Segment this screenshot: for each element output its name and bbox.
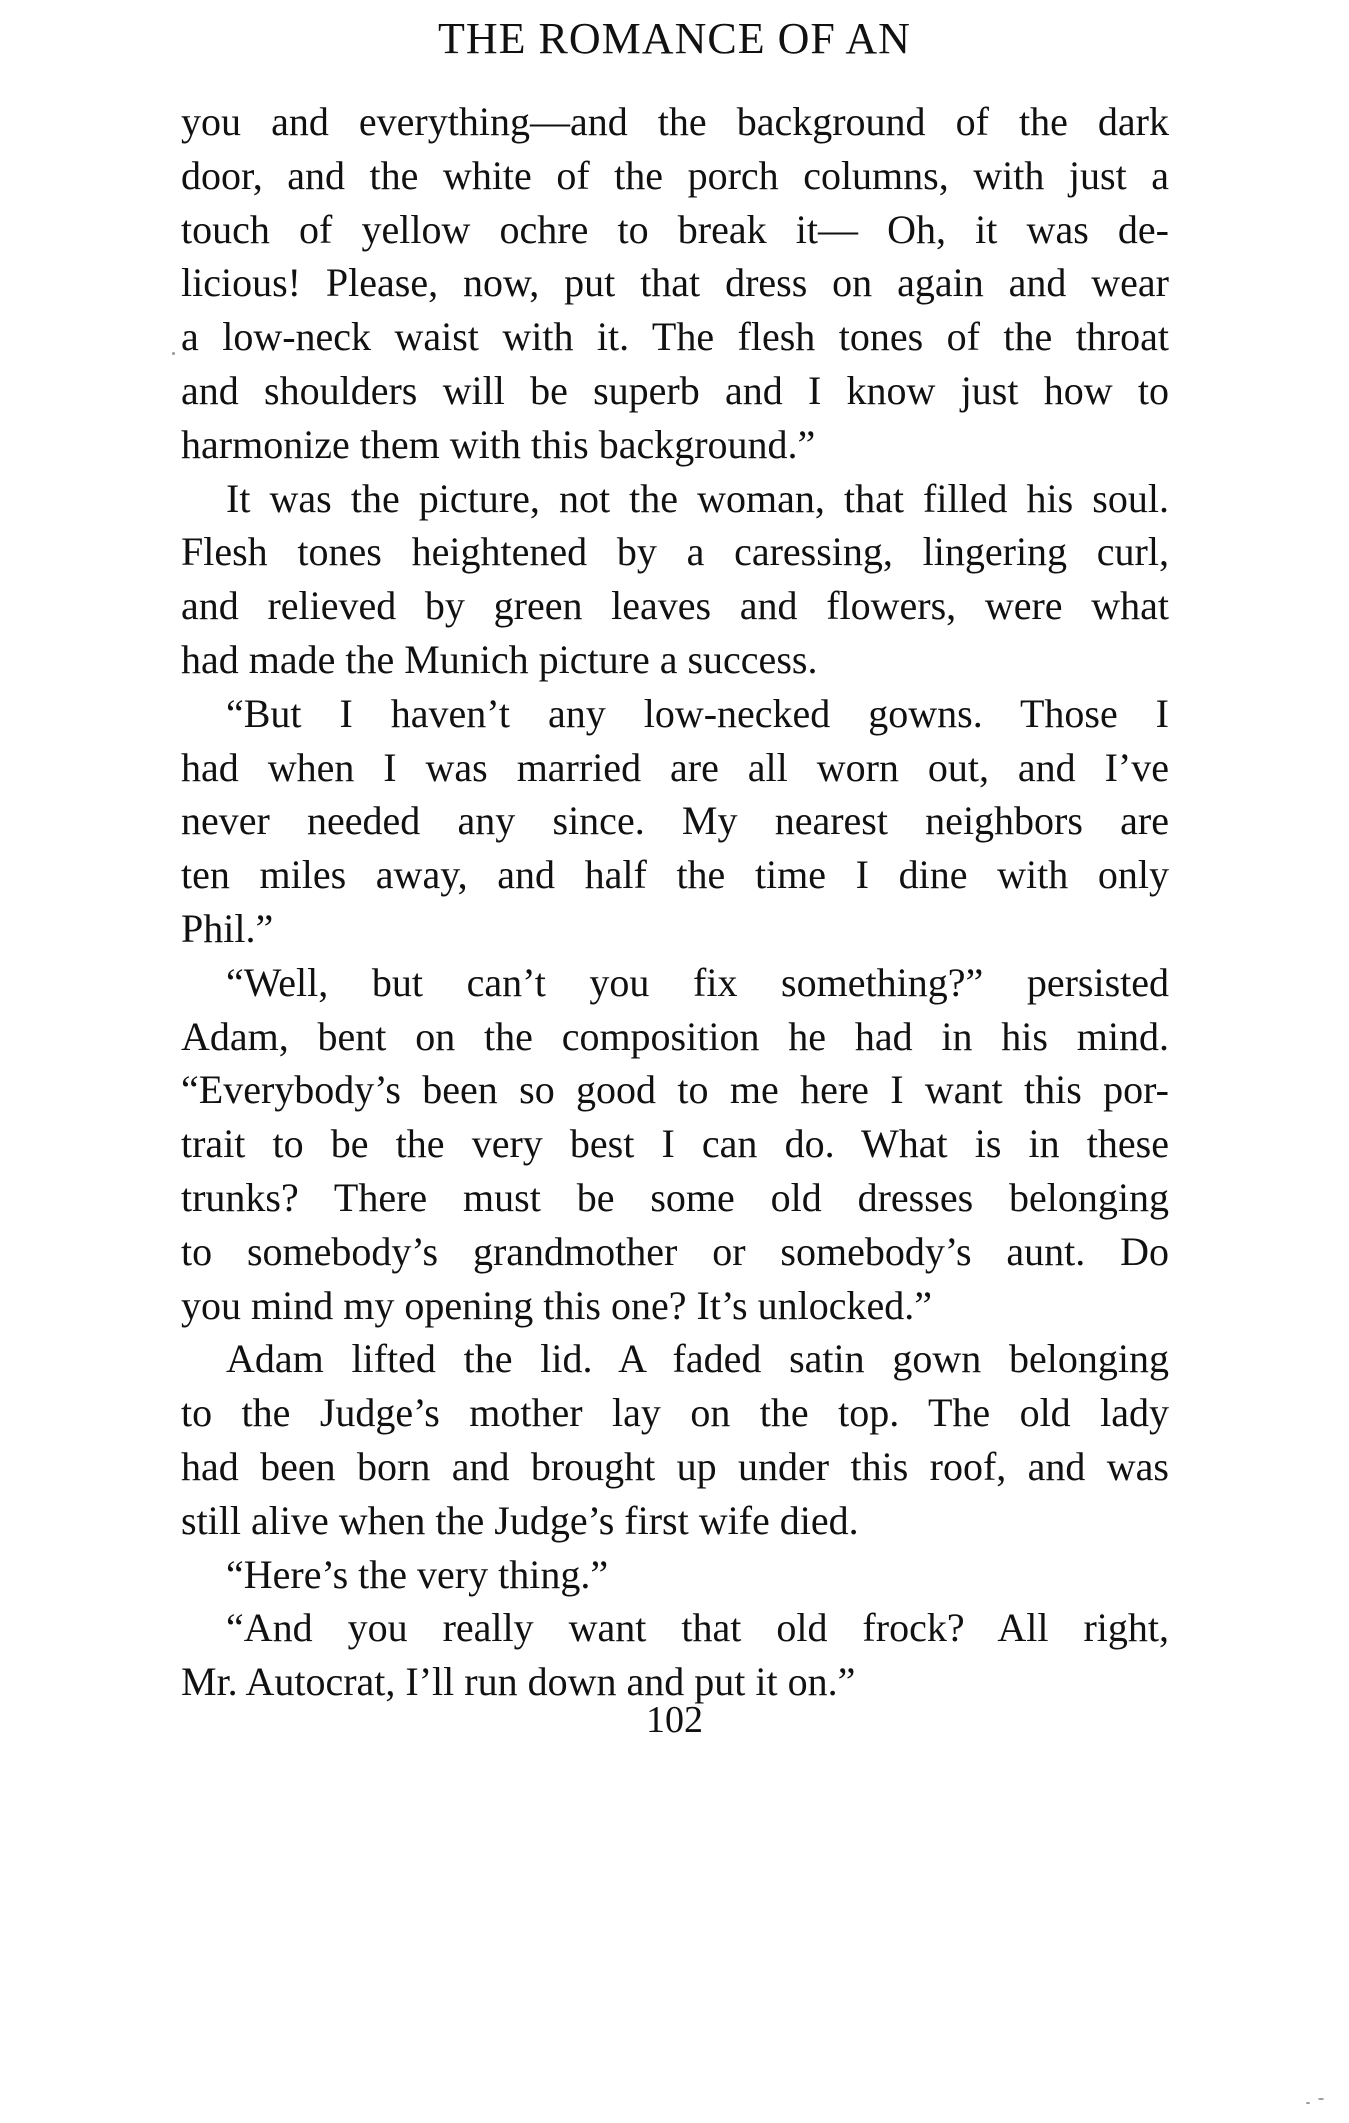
text-line: licious! Please, now, put that dress on again and wear: [181, 260, 1169, 306]
text-line: trunks? There must be some old dresses belonging: [181, 1174, 1169, 1220]
body-text: [181, 95, 1169, 1709]
text-line: a low-neck waist with it. The flesh tones of the throat: [181, 314, 1169, 360]
paper-speck: [1318, 2098, 1324, 2100]
text-line: Mr. Autocrat, I’ll run down and put it on.”: [181, 1659, 856, 1705]
text-line: and relieved by green leaves and flowers, were what: [181, 583, 1169, 629]
text-line: door, and the white of the porch columns, with just a: [181, 152, 1169, 198]
text-line: to the Judge’s mother lay on the top. The old lady: [181, 1390, 1169, 1436]
text-line: to somebody’s grandmother or somebody’s aunt. Do: [181, 1228, 1169, 1274]
text-line: It was the picture, not the woman, that filled his soul.: [226, 475, 1169, 521]
text-line: had made the Munich picture a success.: [181, 636, 818, 682]
running-head: THE ROMANCE OF AN: [438, 14, 911, 63]
text-line: Flesh tones heightened by a caressing, lingering curl,: [181, 529, 1169, 575]
text-line: Adam, bent on the composition he had in his mind.: [181, 1013, 1169, 1059]
text-line: had when I was married are all worn out, and I’ve: [181, 744, 1169, 790]
text-line: “But I haven’t any low-necked gowns. Those I: [226, 690, 1169, 736]
text-line: ten miles away, and half the time I dine with only: [181, 852, 1169, 898]
text-line: “And you really want that old frock? All right,: [226, 1605, 1169, 1651]
text-line: still alive when the Judge’s first wife died.: [181, 1497, 859, 1543]
text-line: “Here’s the very thing.”: [226, 1551, 609, 1597]
text-line: “Well, but can’t you fix something?” persisted: [226, 959, 1169, 1005]
text-line: Phil.”: [181, 905, 274, 951]
page-number: 102: [646, 1699, 703, 1741]
text-line: “Everybody’s been so good to me here I want this por-: [181, 1067, 1169, 1113]
text-line: and shoulders will be superb and I know just how to: [181, 367, 1169, 413]
paper-speck: [1306, 2102, 1310, 2104]
paper-speck: [172, 352, 175, 355]
text-line: Adam lifted the lid. A faded satin gown belonging: [226, 1336, 1169, 1382]
text-line: you and everything—and the background of the dark: [181, 99, 1169, 144]
text-line: touch of yellow ochre to break it— Oh, it was de-: [181, 206, 1169, 252]
text-line: never needed any since. My nearest neighbors are: [181, 798, 1169, 844]
text-line: harmonize them with this background.”: [181, 421, 816, 467]
text-line: trait to be the very best I can do. What is in these: [181, 1121, 1169, 1167]
text-line: had been born and brought up under this roof, and was: [181, 1443, 1169, 1489]
text-line: you mind my opening this one? It’s unlocked.”: [181, 1282, 932, 1328]
